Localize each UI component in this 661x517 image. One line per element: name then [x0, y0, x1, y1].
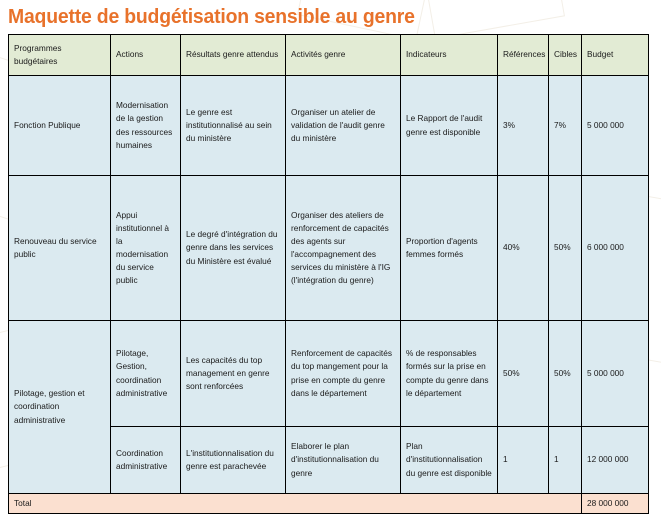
- cell-action: Coordination administrative: [111, 427, 181, 494]
- cell-action: Appui institutionnel à la modernisation du service public: [111, 176, 181, 321]
- cell-budget: 5 000 000: [582, 321, 649, 427]
- cell-cible: 50%: [549, 321, 582, 427]
- total-label: Total: [9, 494, 582, 514]
- table-body: [9, 76, 649, 514]
- column-header-actions: Actions: [111, 35, 181, 76]
- cell-activite: Renforcement de capacités du top mangement pour la prise en compte du genre dans le département: [286, 321, 401, 427]
- column-header-budget: Budget: [582, 35, 649, 76]
- cell-resultat: L'institutionnalisation du genre est parachevée: [181, 427, 286, 494]
- column-header-references: Références: [498, 35, 549, 76]
- cell-action: Modernisation de la gestion des ressources humaines: [111, 76, 181, 176]
- column-header-programmes: Programmes budgétaires: [9, 35, 111, 76]
- budget-matrix-table: [8, 34, 649, 514]
- cell-programme: Pilotage, gestion et coordination administrative: [9, 321, 111, 494]
- cell-reference: 1: [498, 427, 549, 494]
- cell-programme: Renouveau du service public: [9, 176, 111, 321]
- cell-indicateur: % de responsables formés sur la prise en compte du genre dans le département: [401, 321, 498, 427]
- cell-reference: 40%: [498, 176, 549, 321]
- cell-budget: 5 000 000: [582, 76, 649, 176]
- cell-cible: 1: [549, 427, 582, 494]
- total-row: [9, 494, 649, 514]
- column-header-indicateurs: Indicateurs: [401, 35, 498, 76]
- cell-indicateur: Proportion d'agents femmes formés: [401, 176, 498, 321]
- cell-reference: 3%: [498, 76, 549, 176]
- cell-cible: 50%: [549, 176, 582, 321]
- cell-cible: 7%: [549, 76, 582, 176]
- cell-indicateur: Le Rapport de l'audit genre est disponible: [401, 76, 498, 176]
- total-value: 28 000 000: [582, 494, 649, 514]
- page-title: Maquette de budgétisation sensible au genre: [8, 6, 415, 28]
- cell-budget: 12 000 000: [582, 427, 649, 494]
- cell-indicateur: Plan d'institutionnalisation du genre est disponible: [401, 427, 498, 494]
- cell-resultat: Le degré d'intégration du genre dans les services du Ministère est évalué: [181, 176, 286, 321]
- cell-reference: 50%: [498, 321, 549, 427]
- cell-activite: Organiser un atelier de validation de l'audit genre du ministère: [286, 76, 401, 176]
- header-row: [9, 35, 649, 76]
- cell-activite: Organiser des ateliers de renforcement de capacités des agents sur l'accompagnement des services du ministère à l'IG (l'intégration du genre): [286, 176, 401, 321]
- table-row: [9, 76, 649, 176]
- table-header: [9, 35, 649, 76]
- cell-action: Pilotage, Gestion, coordination administrative: [111, 321, 181, 427]
- cell-activite: Elaborer le plan d'institutionnalisation du genre: [286, 427, 401, 494]
- cell-programme: Fonction Publique: [9, 76, 111, 176]
- cell-resultat: Les capacités du top management en genre sont renforcées: [181, 321, 286, 427]
- table-row: [9, 176, 649, 321]
- cell-budget: 6 000 000: [582, 176, 649, 321]
- column-header-cibles: Cibles: [549, 35, 582, 76]
- column-header-resultats: Résultats genre attendus: [181, 35, 286, 76]
- column-header-activites: Activités genre: [286, 35, 401, 76]
- cell-resultat: Le genre est institutionnalisé au sein du ministère: [181, 76, 286, 176]
- table-row: [9, 321, 649, 427]
